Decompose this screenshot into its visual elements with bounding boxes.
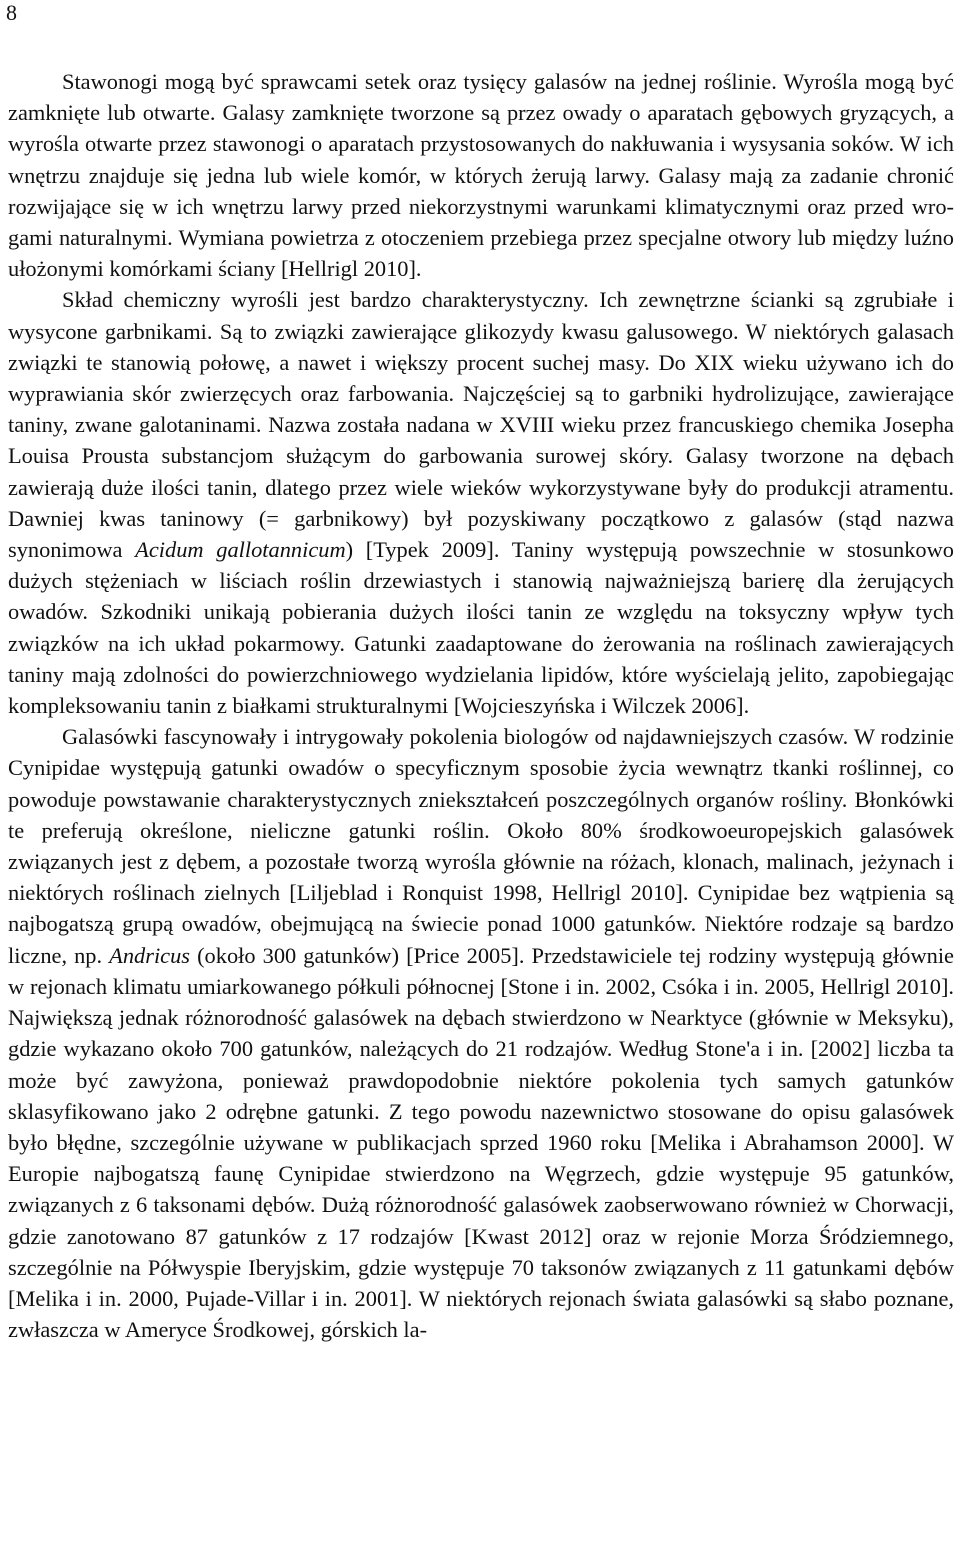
paragraph-chemical-composition (8, 284, 954, 721)
genus-name-andricus: Andricus (109, 942, 191, 968)
paragraph-cynipidae-text: Galasówki fascynowały i intrygowały pokolenia biologów od najdawniejszych czasów. W rodzinie Cynipidae występują gatunki owadów o specyficznym sposobie życia wewnątrz tkanki roślinnej, co powoduje powstawanie charakterystycznych zniekształceń poszczególnych organów rośliny. Błonkówki te preferują określone, nieliczne gatunki roślin. Około 80% środkowoeuropejskich galasówek związanych jest z dębem, a pozostałe tworzą wyrośla głównie na różach, klonach, malinach, jeżynach i niektórych roślinach zielnych [Liljeblad i Ronquist 1998, Hellrigl 2010]. Cynipidae bez wątpienia są najbogatszą grupą owadów, obejmującą na świecie ponad 1000 gatunków. Niektóre rodzaje są bardzo liczne, np. (8, 724, 954, 968)
paragraph-cynipidae (8, 721, 954, 1345)
paragraph-galls-types: Stawonogi mogą być sprawcami setek oraz tysięcy galasów na jednej roślinie. Wyrośla mogą być zamknięte lub otwarte. Galasy zamknięte tworzone są przez owady o aparatach gębowych gryzących, a wyrośla otwarte przez stawonogi o aparatach przystosowanych do nakłuwania i wysysania soków. W ich wnętrzu znajduje się jedna lub wiele komór, w których żerują larwy. Galasy mają za zadanie chronić rozwijające się w ich wnętrzu larwy przed niekorzystnymi warunkami klimatycznymi oraz przed wrogami naturalnymi. Wymiana powietrza z otoczeniem przebiega przez specjalne otwory lub między luźno ułożonymi komórkami ściany [Hellrigl 2010]. (8, 69, 954, 282)
page-number: 8 (6, 0, 17, 25)
paragraph-chemical-composition-text: Skład chemiczny wyrośli jest bardzo charakterystyczny. Ich zewnętrzne ścianki są zgrubiałe i wysycone garbnikami. Są to związki zawierające glikozydy kwasu galusowego. W niektórych galasach związki te stanowią połowę, a nawet i większy procent suchej masy. Do XIX wieku używano ich do wyprawiania skór zwierzęcych oraz farbowania. Najczęściej są to garbniki hydrolizujące, zawierające taniny, zwane galotaninami. Nazwa została nadana w XVIII wieku przez francuskiego chemika Josepha Louisa Prousta substancjom służącym do garbowania surowej skóry. Galasy tworzone na dębach zawierają duże ilości tanin, dlatego przez wiele wieków wykorzystywane były do produkcji atramentu. Dawniej kwas taninowy (= garbnikowy) był pozyskiwany początkowo z galasów (stąd nazwa synonimowa (8, 287, 954, 563)
paragraph-cynipidae-tail: (około 300 gatunków) [Price 2005]. Przedstawiciele tej rodziny występują głównie w rejonach klimatu umiarkowanego półkuli północnej [Stone i in. 2002, Csóka i in. 2005, Hellrigl 2010]. Największą jednak różnorodność galasówek na dębach stwierdzono w Nearktyce (głównie w Meksyku), gdzie wykazano około 700 gatunków, należących do 21 rodzajów. Według Stone'a i in. [2002] liczba ta może być zawyżona, ponieważ prawdopodobnie niektóre pokolenia tych samych gatunków sklasyfikowano jako 2 odrębne gatunki. Z tego powodu nazewnictwo stosowane do opisu galasówek było błędne, szczególnie używane w publikacjach sprzed 1960 roku [Melika i Abrahamson 2000]. W Europie najbogatszą faunę Cynipidae stwierdzono na Węgrzech, gdzie występuje 95 gatunków, związanych z 6 taksonami dębów. Dużą różnorodność galasówek zaobserwowano również w Chorwacji, gdzie zanotowano 87 gatunków z 17 rodzajów [Kwast 2012] oraz w rejonie Morza Śródziemnego, szczególnie na Półwyspie Iberyjskim, gdzie występuje 70 taksonów związanych z 11 gatunkami dębów [Melika i in. 2000, Pujade-Villar i in. 2001]. W niektórych rejonach świata galasówki są słabo poznane, zwłaszcza w Ameryce Środkowej, górskich la- (8, 942, 954, 1343)
document-body (8, 66, 954, 1345)
paragraph-chemical-composition-tail: ) [Typek 2009]. Taniny występują powszechnie w stosunkowo dużych stężeniach w liściach roślin drzewiastych i stanowią najważniejszą barierę dla żerujących owadów. Szkodniki unikają pobierania dużych ilości tanin ze względu na toksyczny wpływ tych związków na ich układ pokarmowy. Gatunki zaadaptowane do żerowania na roślinach zawierających taniny mają zdolności do powierzchniowego wydzielania lipidów, które wyścielają jelito, zapobiegając kompleksowaniu tanin z białkami strukturalnymi [Wojcieszyńska i Wilczek 2006]. (8, 537, 954, 719)
species-name-acidum-gallotannicum: Acidum gallotannicum (135, 537, 346, 563)
